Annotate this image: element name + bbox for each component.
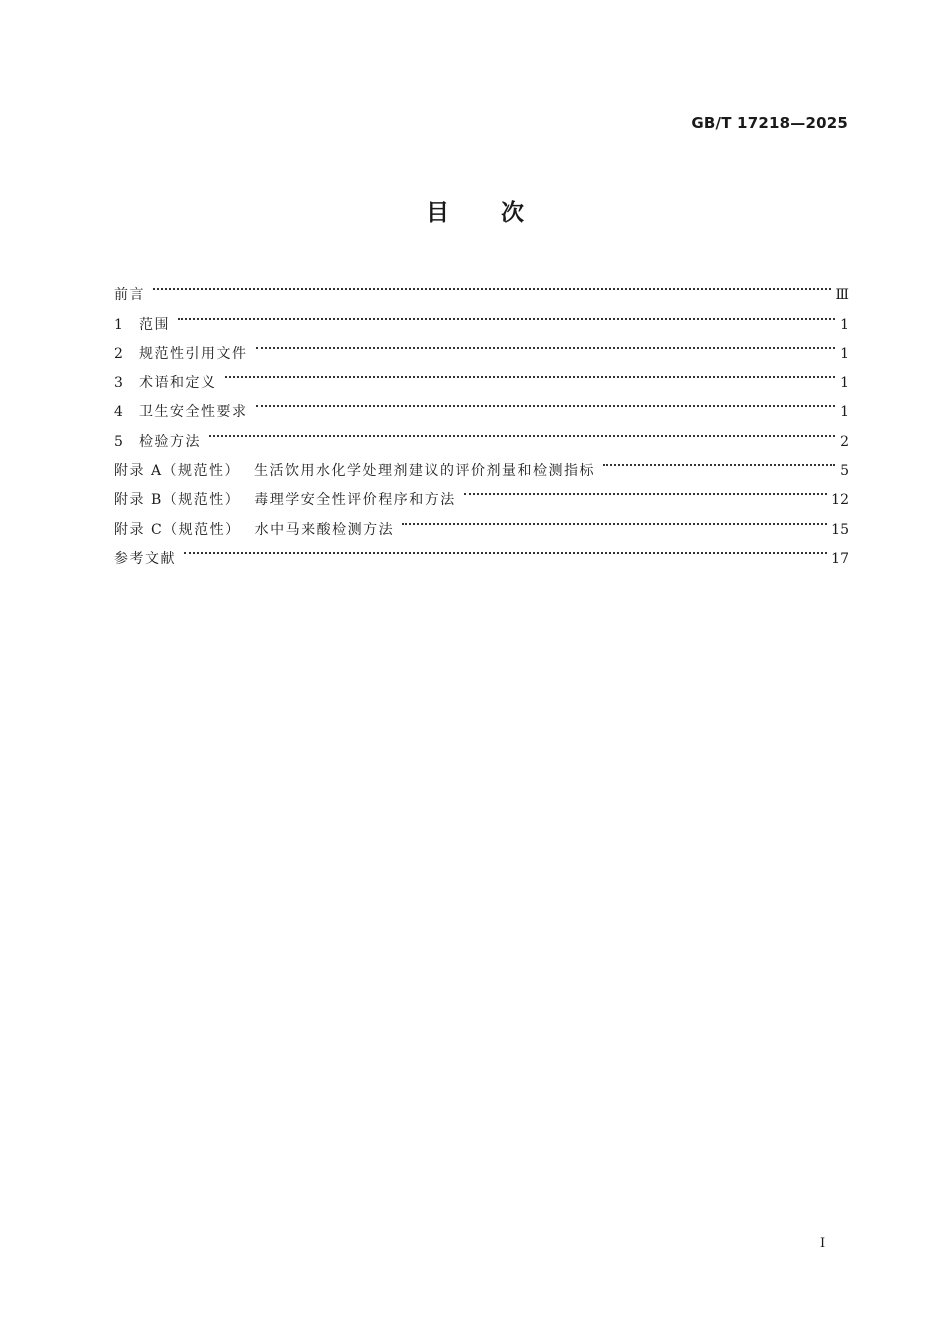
toc-entry-page: 1 (840, 345, 849, 362)
dot-leader (402, 504, 827, 533)
toc-entry-label: 规范性引用文件 (139, 345, 248, 362)
annex-designation: 附录 B（规范性） (114, 492, 241, 509)
toc-entry-terms-definitions[interactable] (114, 358, 849, 392)
toc-entry-safety-requirements[interactable] (114, 387, 849, 421)
dot-leader (178, 299, 835, 328)
page-number: I (820, 1236, 826, 1251)
toc-entry-foreword[interactable] (114, 270, 849, 304)
annex-title: 生活饮用水化学处理剂建议的评价剂量和检测指标 (254, 463, 596, 480)
dot-leader (184, 534, 827, 563)
dot-leader (225, 358, 836, 387)
toc-entry-test-methods[interactable] (114, 416, 849, 450)
toc-entry-page: 2 (840, 433, 849, 450)
toc-entry-label: 术语和定义 (139, 375, 217, 392)
toc-entry-page: 1 (840, 316, 849, 333)
dot-leader (464, 475, 827, 504)
toc-entry-page: 5 (840, 463, 849, 480)
toc-entry-number: 3 (114, 375, 123, 392)
toc-entry-page: 1 (840, 404, 849, 421)
toc-entry-page: 12 (831, 492, 849, 509)
annex-designation: 附录 A（规范性） (114, 463, 241, 480)
toc-entry-page: Ⅲ (835, 287, 849, 304)
toc-entry-label: 卫生安全性要求 (139, 404, 248, 421)
dot-leader (209, 416, 835, 445)
toc-entry-label: 范围 (139, 316, 170, 333)
standard-number: GB/T 17218—2025 (691, 114, 848, 132)
toc-entry-label: 参考文献 (114, 550, 176, 567)
dot-leader (256, 329, 836, 358)
toc-entry-annex-a[interactable] (114, 446, 849, 480)
toc-entry-label: 检验方法 (139, 433, 201, 450)
annex-title: 水中马来酸检测方法 (254, 521, 395, 538)
annex-designation: 附录 C（规范性） (114, 521, 241, 538)
toc-entry-number: 5 (114, 433, 123, 450)
toc-title: 目次 (426, 200, 576, 226)
toc-entry-bibliography[interactable] (114, 534, 849, 567)
toc-entry-number: 2 (114, 345, 123, 362)
toc-entry-normative-references[interactable] (114, 329, 849, 362)
toc-entry-page: 17 (831, 550, 849, 567)
toc-entry-scope[interactable] (114, 299, 849, 333)
toc-entry-label: 前言 (114, 287, 145, 304)
toc-entry-page: 1 (840, 375, 849, 392)
dot-leader (153, 270, 831, 299)
toc-entry-page: 15 (831, 521, 849, 538)
annex-title: 毒理学安全性评价程序和方法 (254, 492, 456, 509)
table-of-contents (114, 270, 849, 567)
toc-entry-number: 4 (114, 404, 123, 421)
dot-leader (256, 387, 836, 416)
dot-leader (603, 446, 835, 475)
toc-entry-number: 1 (114, 316, 123, 333)
